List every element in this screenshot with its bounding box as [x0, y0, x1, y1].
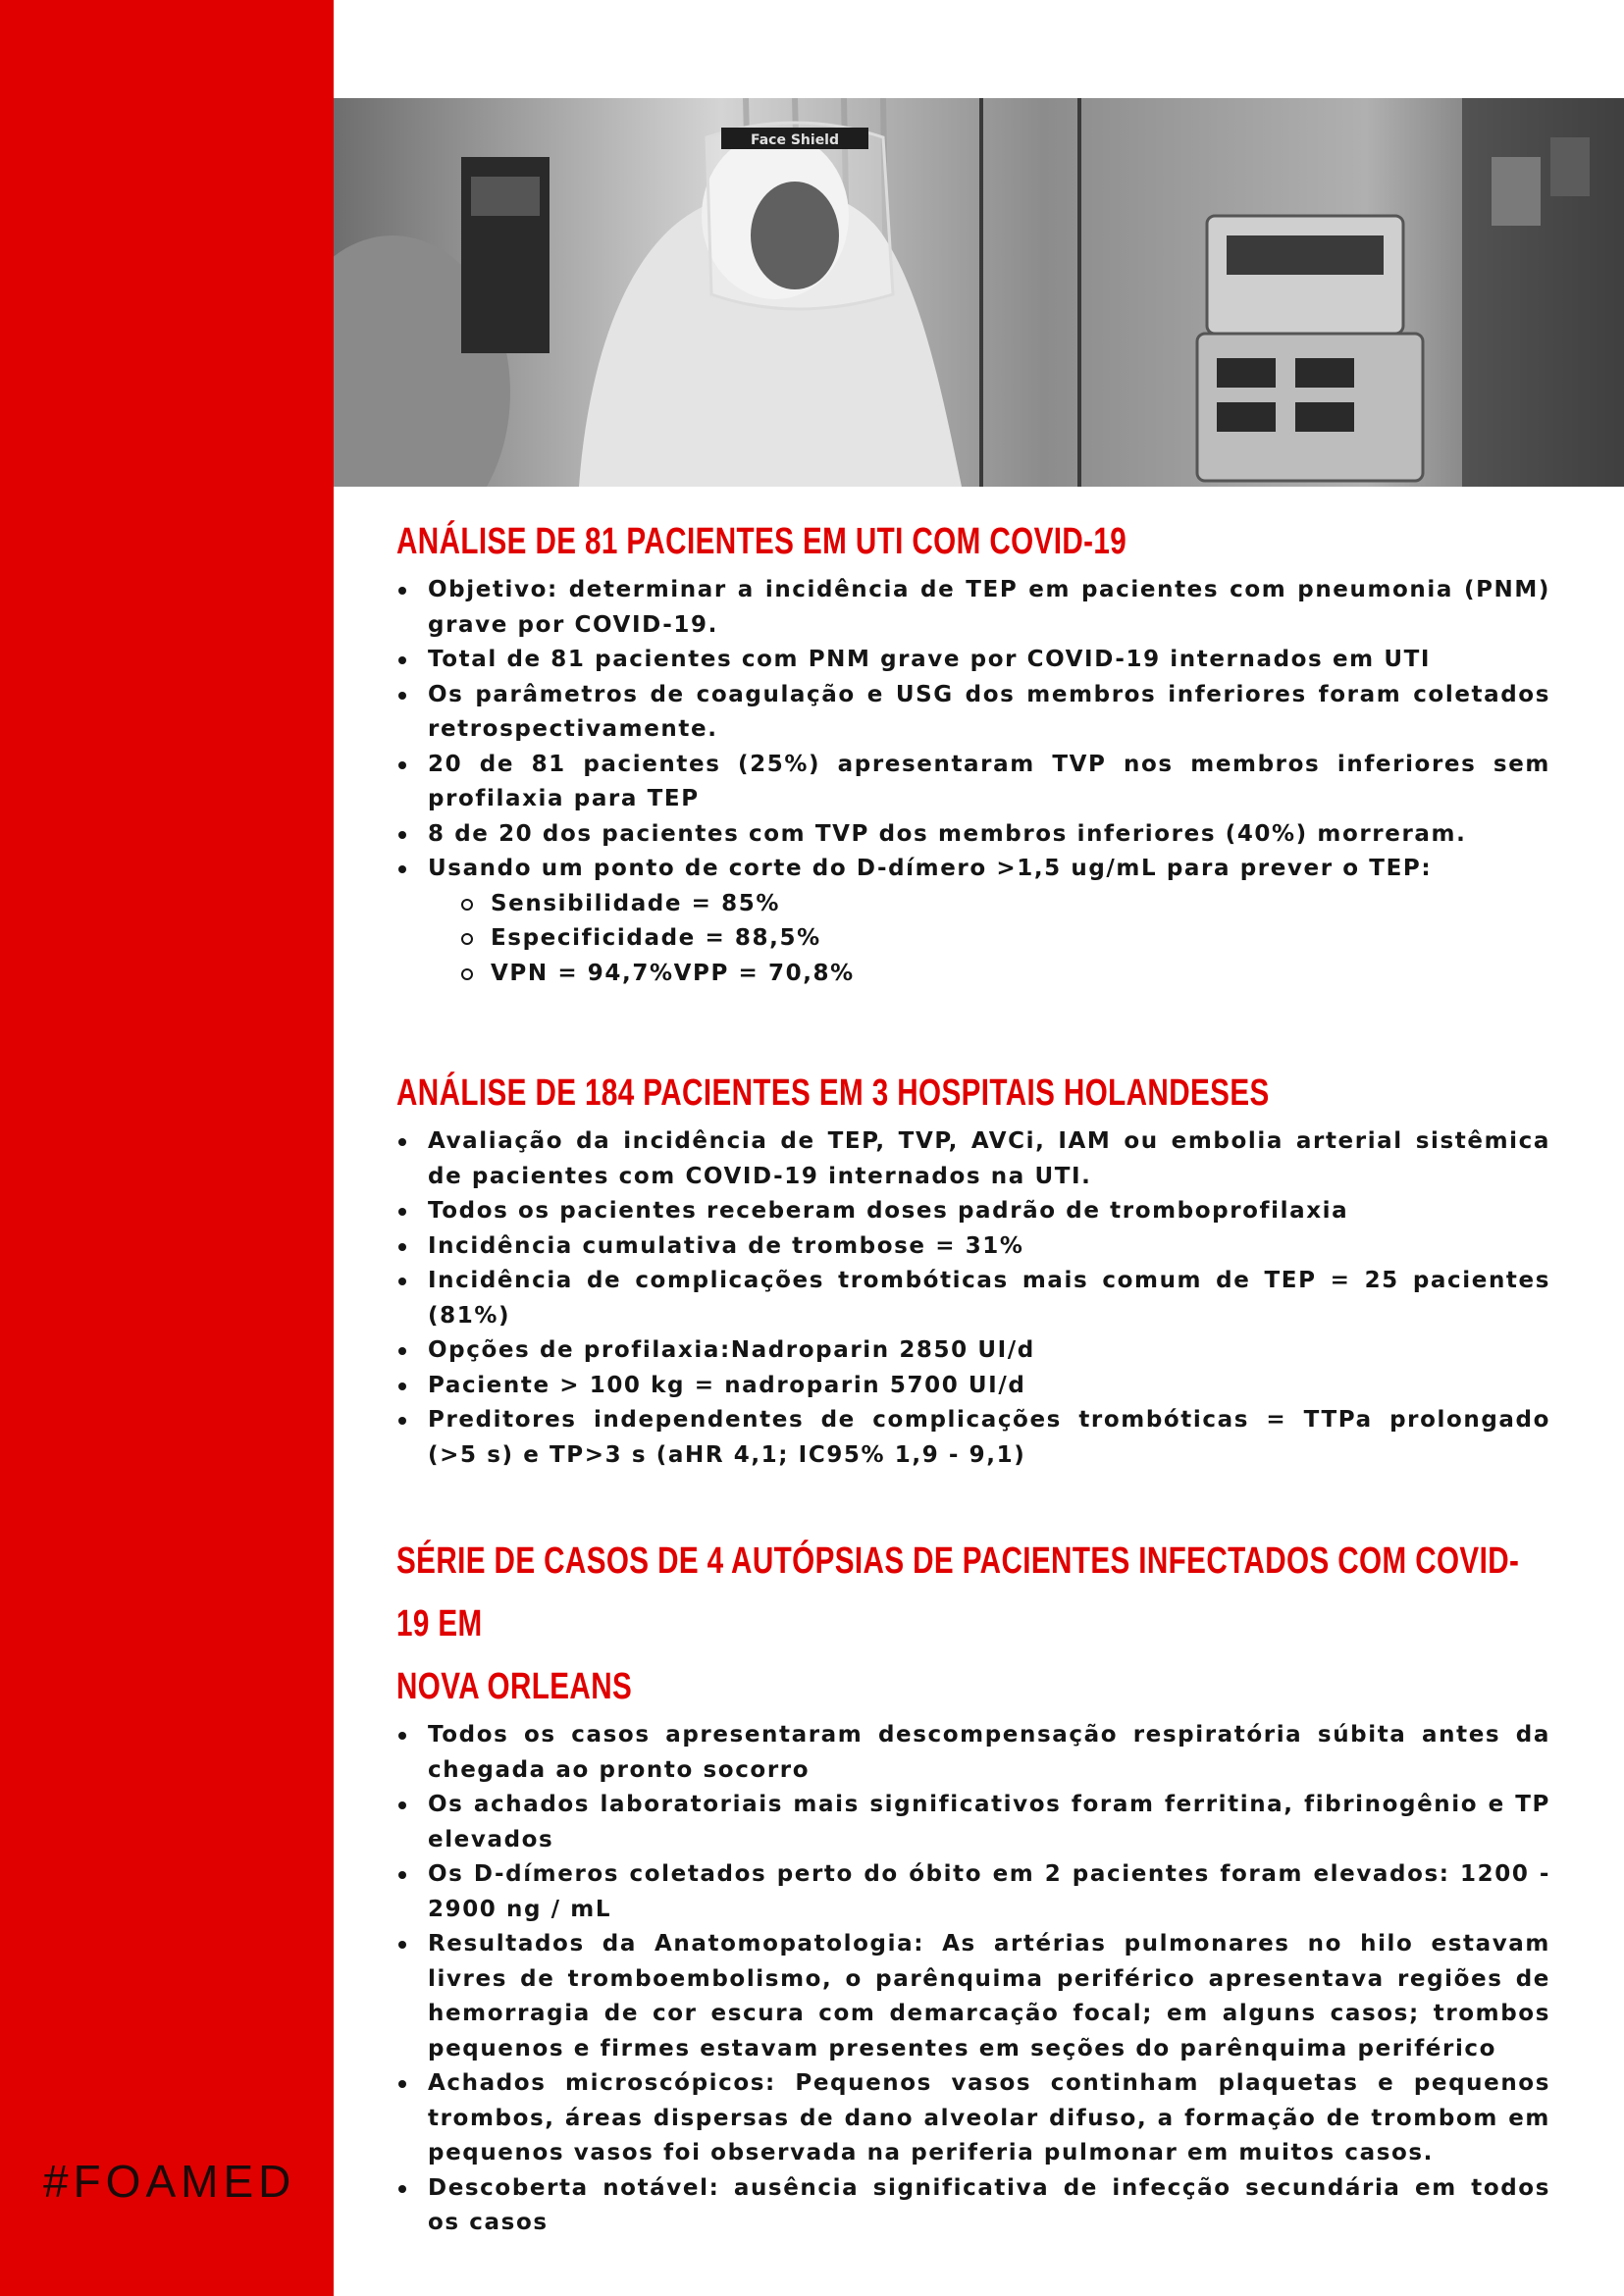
list-item: 20 de 81 pacientes (25%) apresentaram TVP nos membros inferiores sem profilaxia para TEP — [396, 748, 1550, 817]
list-item: Os parâmetros de coagulação e USG dos membros inferiores foram coletados retrospectivamente. — [396, 678, 1550, 748]
list-item: Total de 81 pacientes com PNM grave por COVID-19 internados em UTI — [396, 643, 1550, 678]
section-list-autopsias — [396, 1718, 1550, 2241]
list-item: Achados microscópicos: Pequenos vasos continham plaquetas e pequenos trombos, áreas dispersas de dano alveolar difuso, a formação de trombom em pequenos vasos foi observada na periferia pulmonar em muitos casos. — [396, 2066, 1550, 2171]
section-title-uti-81: ANÁLISE DE 81 PACIENTES EM UTI COM COVID-19 — [396, 521, 1127, 562]
section-title-autopsias — [396, 1530, 1548, 1718]
list-item: Objetivo: determinar a incidência de TEP em pacientes com pneumonia (PNM) grave por COVID-19. — [396, 573, 1550, 643]
list-item: Descoberta notável: ausência significativa de infecção secundária em todos os casos — [396, 2171, 1550, 2241]
list-item: Preditores independentes de complicações trombóticas = TTPa prolongado (>5 s) e TP>3 s (aHR 4,1; IC95% 1,9 - 9,1) — [396, 1403, 1550, 1473]
list-item: Incidência cumulativa de trombose = 31% — [396, 1229, 1550, 1265]
foamed-hashtag: #FOAMED — [43, 2156, 296, 2207]
list-item: Os D-dímeros coletados perto do óbito em 2 pacientes foram elevados: 1200 - 2900 ng / mL — [396, 1857, 1550, 1927]
list-item: Todos os pacientes receberam doses padrão de tromboprofilaxia — [396, 1194, 1550, 1229]
sub-list-item: VPN = 94,7%VPP = 70,8% — [428, 957, 1550, 992]
sub-list-item: Sensibilidade = 85% — [428, 887, 1550, 922]
list-item — [396, 852, 1550, 991]
hero-photo-icu — [334, 98, 1624, 487]
list-item: Avaliação da incidência de TEP, TVP, AVCi, IAM ou embolia arterial sistêmica de pacientes com COVID-19 internados na UTI. — [396, 1124, 1550, 1194]
section-title-hospitais-holandeses: ANÁLISE DE 184 PACIENTES EM 3 HOSPITAIS HOLANDESES — [396, 1072, 1270, 1114]
list-item: 8 de 20 dos pacientes com TVP dos membros inferiores (40%) morreram. — [396, 817, 1550, 853]
section-title-line: NOVA ORLEANS — [396, 1666, 633, 1707]
list-item: Incidência de complicações trombóticas mais comum de TEP = 25 pacientes (81%) — [396, 1264, 1550, 1333]
section-list-hospitais-holandeses — [396, 1124, 1550, 1473]
list-item: Paciente > 100 kg = nadroparin 5700 UI/d — [396, 1369, 1550, 1404]
list-item: Resultados da Anatomopatologia: As artérias pulmonares no hilo estavam livres de tromboembolismo, o parênquima periférico apresentava regiões de hemorragia de cor escura com demarcação focal; em alguns casos; trombos pequenos e firmes estavam presentes em seções do parênquima periférico — [396, 1927, 1550, 2066]
sub-list-d-dimer — [428, 887, 1550, 992]
section-list-uti-81 — [396, 573, 1550, 991]
list-item: Opções de profilaxia:Nadroparin 2850 UI/d — [396, 1333, 1550, 1369]
sub-list-item: Especificidade = 88,5% — [428, 921, 1550, 957]
hero-photo-illustration — [334, 98, 1624, 487]
section-title-line: SÉRIE DE CASOS DE 4 AUTÓPSIAS DE PACIENTES INFECTADOS COM COVID-19 EM — [396, 1540, 1520, 1644]
red-sidebar — [0, 0, 334, 2296]
hero-label: Face Shield — [750, 132, 840, 148]
list-item-text: Usando um ponto de corte do D-dímero >1,5 ug/mL para prever o TEP: — [428, 856, 1433, 881]
list-item: Os achados laboratoriais mais significativos foram ferritina, fibrinogênio e TP elevados — [396, 1788, 1550, 1857]
main-content — [396, 510, 1550, 2241]
list-item: Todos os casos apresentaram descompensação respiratória súbita antes da chegada ao pronto socorro — [396, 1718, 1550, 1788]
